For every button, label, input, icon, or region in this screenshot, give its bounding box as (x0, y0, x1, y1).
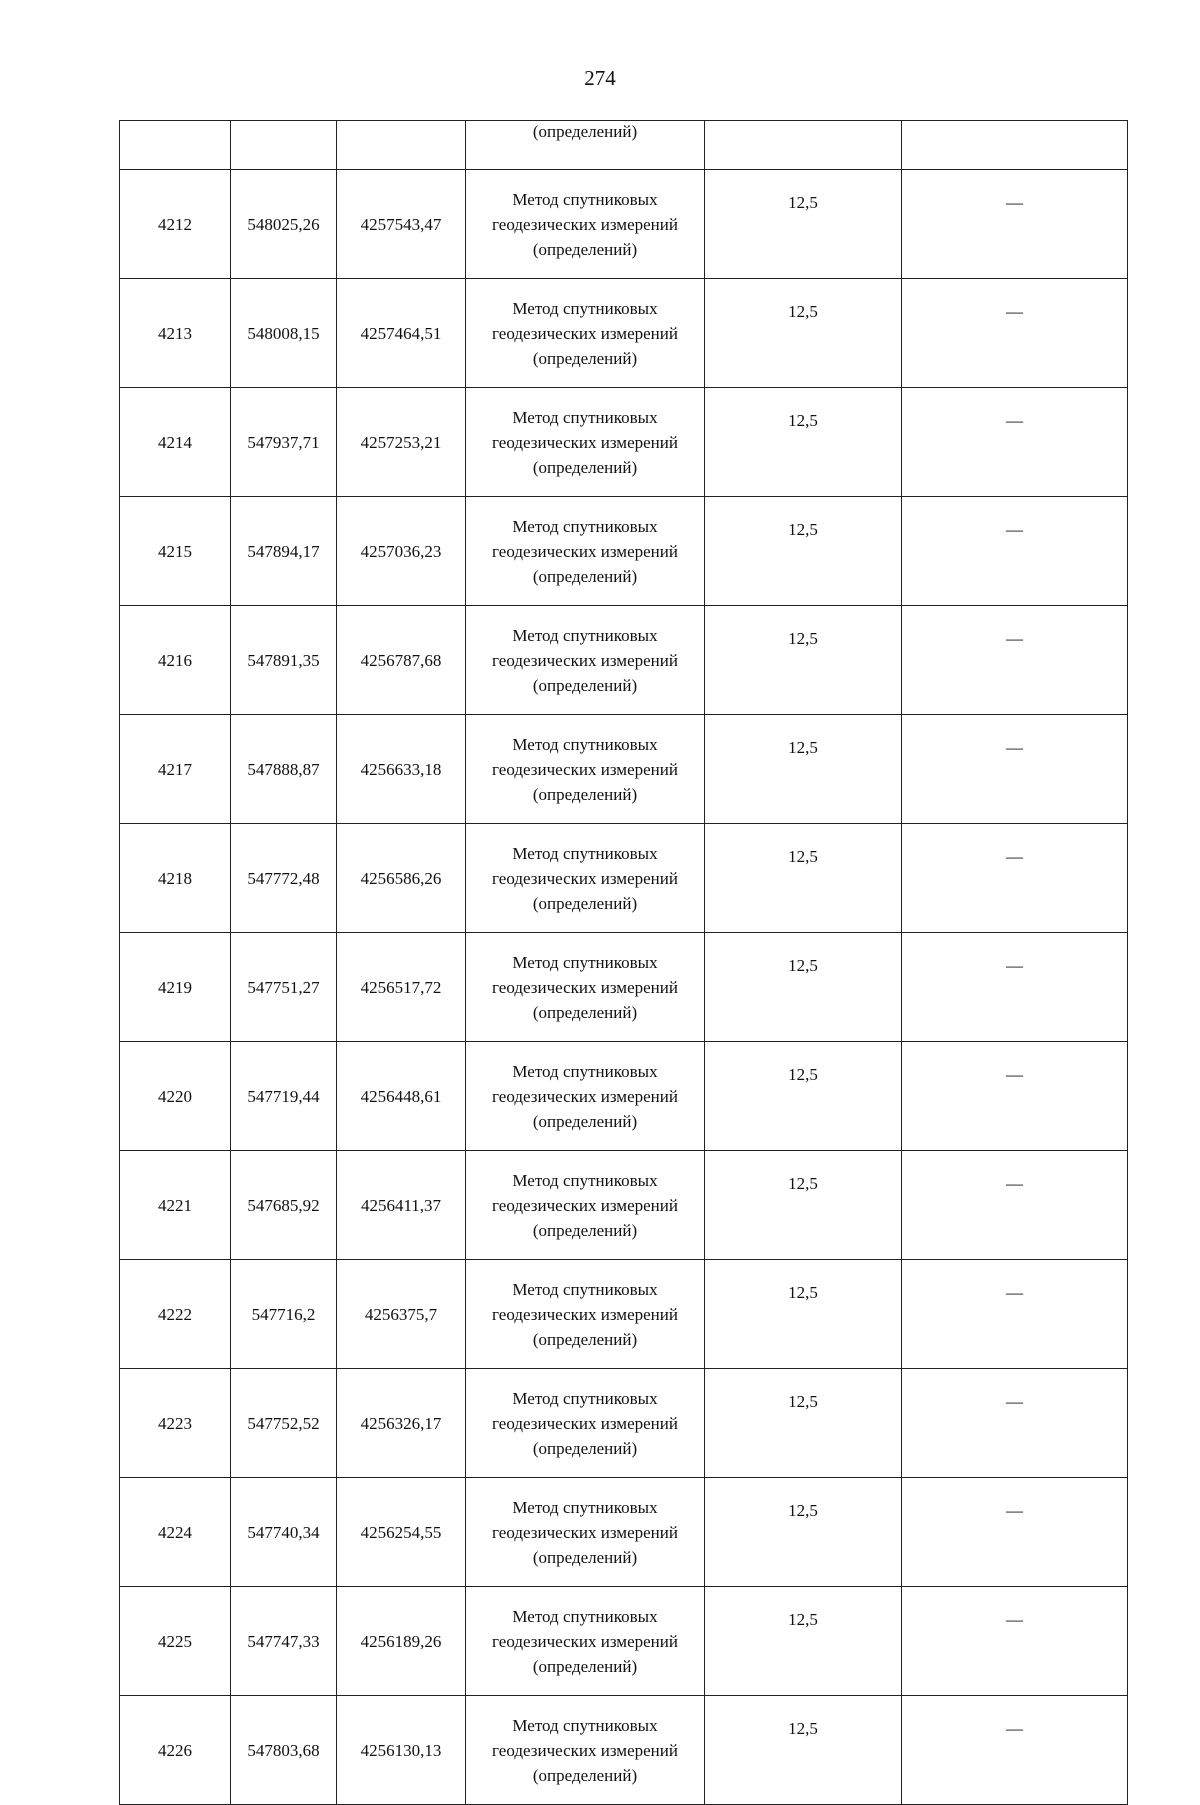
table-row (120, 1042, 1128, 1151)
cell-x: 547719,44 (231, 1042, 337, 1151)
cell-method (466, 606, 705, 715)
cell-note: — (902, 1478, 1128, 1587)
method-line: (определений) (532, 1002, 638, 1022)
cell-method (466, 1042, 705, 1151)
cell-x: 547891,35 (231, 606, 337, 715)
method-line: геодезических измерений (492, 323, 678, 343)
cell-x: 547888,87 (231, 715, 337, 824)
table-row (120, 824, 1128, 933)
cell-y: 4256254,55 (337, 1478, 466, 1587)
cell-y: 4257543,47 (337, 170, 466, 279)
cell-note: — (902, 606, 1128, 715)
method-line: геодезических измерений (492, 1740, 678, 1760)
method-line: (определений) (532, 348, 638, 368)
method-line: геодезических измерений (492, 432, 678, 452)
table-row (120, 1587, 1128, 1696)
cell-point-id: 4218 (120, 824, 231, 933)
method-line: геодезических измерений (492, 1195, 678, 1215)
method-line: (определений) (532, 893, 638, 913)
method-line: Метод спутниковых (512, 1497, 658, 1517)
cell-method: (определений) (466, 121, 705, 170)
cell-x (231, 121, 337, 170)
cell-point-id: 4217 (120, 715, 231, 824)
cell-point-id: 4225 (120, 1587, 231, 1696)
method-line: Метод спутниковых (512, 1715, 658, 1735)
method-line: геодезических измерений (492, 1304, 678, 1324)
cell-note: — (902, 1696, 1128, 1805)
method-line: геодезических измерений (492, 1086, 678, 1106)
cell-accuracy: 12,5 (705, 606, 902, 715)
cell-x: 547685,92 (231, 1151, 337, 1260)
cell-accuracy: 12,5 (705, 497, 902, 606)
method-line: геодезических измерений (492, 1413, 678, 1433)
cell-point-id: 4221 (120, 1151, 231, 1260)
cell-x: 547747,33 (231, 1587, 337, 1696)
cell-y: 4256326,17 (337, 1369, 466, 1478)
method-line: геодезических измерений (492, 650, 678, 670)
cell-x: 547740,34 (231, 1478, 337, 1587)
cell-y: 4256375,7 (337, 1260, 466, 1369)
cell-method (466, 388, 705, 497)
cell-note: — (902, 824, 1128, 933)
table-row (120, 1696, 1128, 1805)
cell-method (466, 1260, 705, 1369)
cell-method (466, 1151, 705, 1260)
method-line: геодезических измерений (492, 977, 678, 997)
method-line: Метод спутниковых (512, 952, 658, 972)
method-line: геодезических измерений (492, 541, 678, 561)
cell-method (466, 1587, 705, 1696)
cell-note: — (902, 388, 1128, 497)
table-row-continuation (120, 121, 1128, 170)
table-row (120, 1478, 1128, 1587)
cell-note: — (902, 1151, 1128, 1260)
cell-method (466, 1696, 705, 1805)
cell-y: 4256411,37 (337, 1151, 466, 1260)
method-line: геодезических измерений (492, 868, 678, 888)
cell-accuracy: 12,5 (705, 1369, 902, 1478)
cell-y: 4256130,13 (337, 1696, 466, 1805)
cell-note: — (902, 1587, 1128, 1696)
cell-point-id: 4222 (120, 1260, 231, 1369)
method-line: (определений) (532, 457, 638, 477)
cell-accuracy: 12,5 (705, 388, 902, 497)
method-line: Метод спутниковых (512, 1170, 658, 1190)
table-row (120, 170, 1128, 279)
cell-method (466, 715, 705, 824)
cell-point-id: 4214 (120, 388, 231, 497)
cell-accuracy: 12,5 (705, 1260, 902, 1369)
table-row (120, 1151, 1128, 1260)
cell-y: 4256517,72 (337, 933, 466, 1042)
cell-y: 4256189,26 (337, 1587, 466, 1696)
cell-point-id: 4213 (120, 279, 231, 388)
cell-point-id: 4220 (120, 1042, 231, 1151)
cell-x: 547751,27 (231, 933, 337, 1042)
method-line: Метод спутниковых (512, 1606, 658, 1626)
method-line: Метод спутниковых (512, 1388, 658, 1408)
method-line: геодезических измерений (492, 1631, 678, 1651)
cell-point-id: 4216 (120, 606, 231, 715)
method-line: геодезических измерений (492, 214, 678, 234)
method-line: Метод спутниковых (512, 516, 658, 536)
method-line: геодезических измерений (492, 1522, 678, 1542)
cell-x: 547716,2 (231, 1260, 337, 1369)
cell-point-id: 4219 (120, 933, 231, 1042)
method-line: (определений) (532, 1438, 638, 1458)
coordinates-table (119, 120, 1128, 1805)
cell-note: — (902, 497, 1128, 606)
cell-x: 547752,52 (231, 1369, 337, 1478)
cell-y: 4257464,51 (337, 279, 466, 388)
cell-y: 4257253,21 (337, 388, 466, 497)
method-line: (определений) (532, 1220, 638, 1240)
cell-y: 4256633,18 (337, 715, 466, 824)
cell-method (466, 1478, 705, 1587)
cell-accuracy: 12,5 (705, 1478, 902, 1587)
cell-x: 548008,15 (231, 279, 337, 388)
method-line: (определений) (532, 1765, 638, 1785)
cell-accuracy: 12,5 (705, 1696, 902, 1805)
cell-x: 547772,48 (231, 824, 337, 933)
cell-note: — (902, 279, 1128, 388)
cell-y: 4256586,26 (337, 824, 466, 933)
cell-x: 547803,68 (231, 1696, 337, 1805)
cell-y: 4257036,23 (337, 497, 466, 606)
cell-accuracy: 12,5 (705, 170, 902, 279)
cell-accuracy (705, 121, 902, 170)
cell-accuracy: 12,5 (705, 279, 902, 388)
table-row (120, 1369, 1128, 1478)
page-number: 274 (584, 66, 616, 90)
cell-accuracy: 12,5 (705, 824, 902, 933)
cell-method (466, 279, 705, 388)
cell-x: 547937,71 (231, 388, 337, 497)
cell-x: 548025,26 (231, 170, 337, 279)
cell-y (337, 121, 466, 170)
cell-note: — (902, 1369, 1128, 1478)
table-row (120, 1260, 1128, 1369)
method-line: Метод спутниковых (512, 189, 658, 209)
table-row (120, 715, 1128, 824)
cell-accuracy: 12,5 (705, 933, 902, 1042)
cell-note (902, 121, 1128, 170)
table-row (120, 497, 1128, 606)
table-row (120, 606, 1128, 715)
method-line: (определений) (532, 1656, 638, 1676)
method-line: Метод спутниковых (512, 407, 658, 427)
cell-method (466, 1369, 705, 1478)
method-line: (определений) (532, 239, 638, 259)
cell-y: 4256448,61 (337, 1042, 466, 1151)
cell-x: 547894,17 (231, 497, 337, 606)
method-line: (определений) (532, 566, 638, 586)
cell-note: — (902, 170, 1128, 279)
cell-note: — (902, 1260, 1128, 1369)
cell-point-id: 4212 (120, 170, 231, 279)
method-line: (определений) (532, 1329, 638, 1349)
method-line: (определений) (532, 675, 638, 695)
method-line: Метод спутниковых (512, 1061, 658, 1081)
cell-note: — (902, 715, 1128, 824)
method-line: (определений) (532, 784, 638, 804)
cell-point-id: 4224 (120, 1478, 231, 1587)
method-line: Метод спутниковых (512, 625, 658, 645)
method-line: (определений) (532, 1111, 638, 1131)
cell-method (466, 824, 705, 933)
method-line: Метод спутниковых (512, 1279, 658, 1299)
cell-point-id (120, 121, 231, 170)
cell-y: 4256787,68 (337, 606, 466, 715)
table-row (120, 388, 1128, 497)
method-line: (определений) (532, 1547, 638, 1567)
cell-point-id: 4226 (120, 1696, 231, 1805)
cell-method (466, 497, 705, 606)
cell-point-id: 4223 (120, 1369, 231, 1478)
cell-note: — (902, 933, 1128, 1042)
method-line: Метод спутниковых (512, 298, 658, 318)
cell-accuracy: 12,5 (705, 1587, 902, 1696)
cell-method (466, 933, 705, 1042)
table-row (120, 933, 1128, 1042)
cell-accuracy: 12,5 (705, 715, 902, 824)
method-line: геодезических измерений (492, 759, 678, 779)
table-row (120, 279, 1128, 388)
cell-method (466, 170, 705, 279)
cell-point-id: 4215 (120, 497, 231, 606)
cell-accuracy: 12,5 (705, 1042, 902, 1151)
method-line: Метод спутниковых (512, 734, 658, 754)
method-line: Метод спутниковых (512, 843, 658, 863)
cell-note: — (902, 1042, 1128, 1151)
cell-accuracy: 12,5 (705, 1151, 902, 1260)
